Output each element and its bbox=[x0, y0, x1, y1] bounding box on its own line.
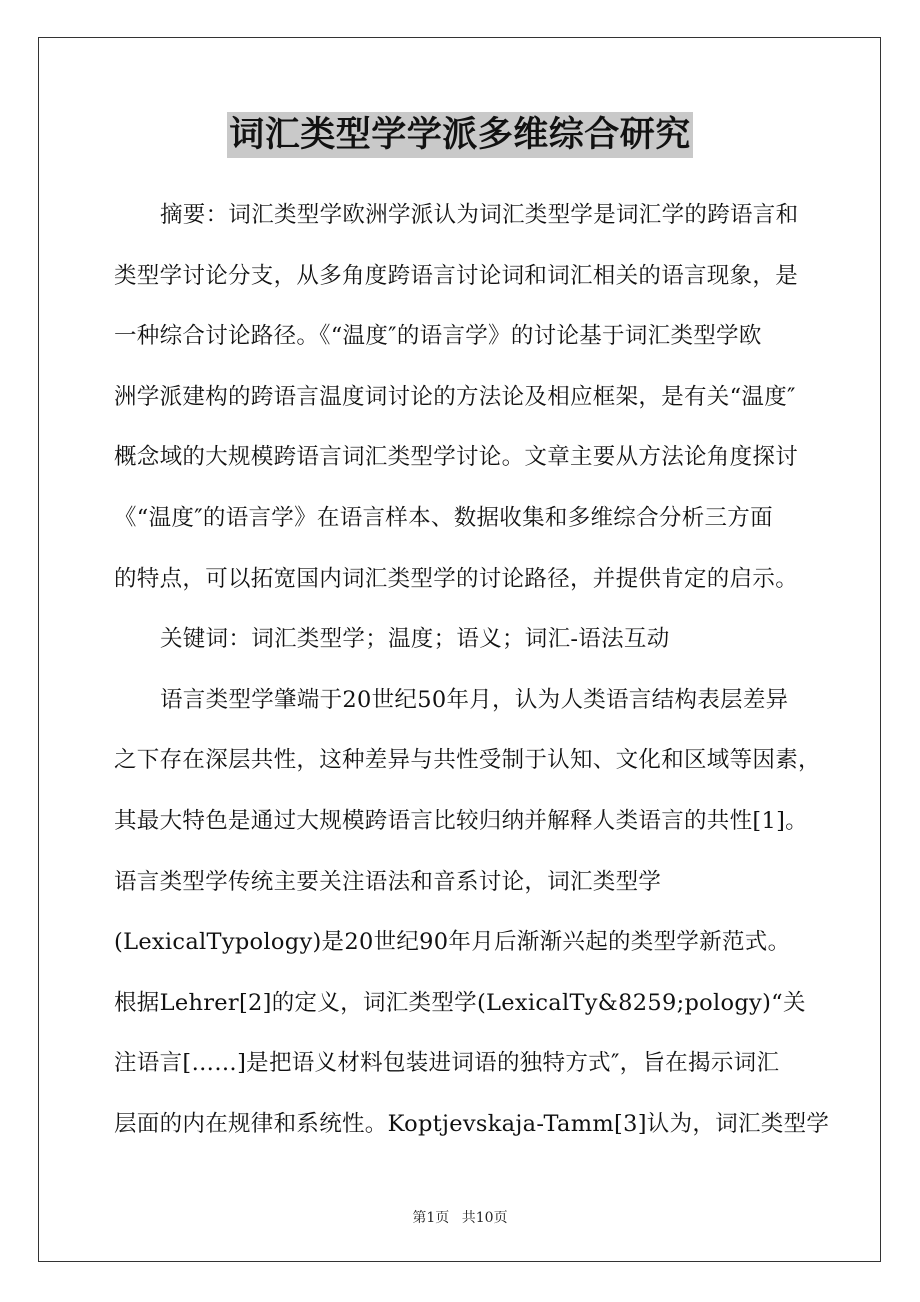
page-number: 第1页 bbox=[412, 1210, 450, 1226]
page-title: 词汇类型学学派多维综合研究 bbox=[227, 112, 693, 158]
page-footer bbox=[0, 1207, 920, 1227]
body-line: (LexicalTypology)是20世纪90年月后渐渐兴起的类型学新范式。 bbox=[114, 929, 791, 956]
body-line: 语言类型学传统主要关注语法和音系讨论，词汇类型学 bbox=[114, 868, 662, 895]
body-line: 语言类型学肇端于20世纪50年月，认为人类语言结构表层差异 bbox=[160, 686, 789, 713]
body-line: 注语言[……]是把语义材料包装进词语的独特方式″，旨在揭示词汇 bbox=[114, 1050, 780, 1077]
document-body bbox=[114, 193, 830, 1163]
abstract-line: 洲学派建构的跨语言温度词讨论的方法论及相应框架，是有关“温度″ bbox=[114, 383, 796, 410]
body-line: 之下存在深层共性，这种差异与共性受制于认知、文化和区域等因素， bbox=[114, 747, 821, 774]
abstract-line: 一种综合讨论路径。《“温度″的语言学》的讨论基于词汇类型学欧 bbox=[114, 323, 762, 350]
abstract-line: 《“温度″的语言学》在语言样本、数据收集和多维综合分析三方面 bbox=[114, 504, 773, 531]
abstract-line: 类型学讨论分支，从多角度跨语言讨论词和词汇相关的语言现象，是 bbox=[114, 262, 799, 289]
title-container bbox=[0, 112, 920, 158]
page-total: 共10页 bbox=[461, 1210, 508, 1226]
abstract-line: 概念域的大规模跨语言词汇类型学讨论。文章主要从方法论角度探讨 bbox=[114, 444, 799, 471]
keywords-line: 关键词：词汇类型学；温度；语义；词汇-语法互动 bbox=[160, 626, 670, 653]
body-line: 层面的内在规律和系统性。Koptjevskaja-Tamm[3]认为，词汇类型学 bbox=[114, 1110, 830, 1137]
abstract-line: 的特点，可以拓宽国内词汇类型学的讨论路径，并提供肯定的启示。 bbox=[114, 565, 799, 592]
body-line: 根据Lehrer[2]的定义，词汇类型学(LexicalTy&8259;pology)“关 bbox=[114, 989, 806, 1016]
abstract-line: 摘要：词汇类型学欧洲学派认为词汇类型学是词汇学的跨语言和 bbox=[160, 202, 799, 228]
body-line: 其最大特色是通过大规模跨语言比较归纳并解释人类语言的共性[1]。 bbox=[114, 807, 808, 834]
